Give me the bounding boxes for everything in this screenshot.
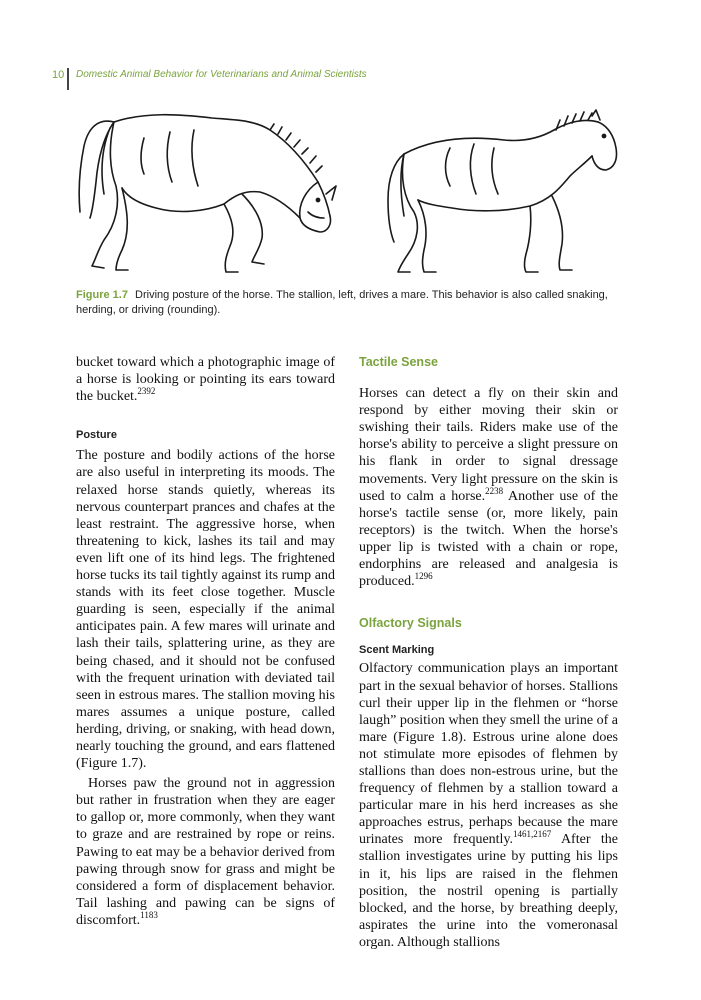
posture-paragraph-2-text: Horses paw the ground not in aggression but rather in frustration when they are eager to gallop or, more commonly, when they want to graze and are restrained by rope or reins. Pawing to eat may be a behavior derived from pawing through snow for grass and might be considered a form of displacement behavior. Tail lashing and pawing can be signs of discomfort. xyxy=(76,776,335,928)
right-column xyxy=(359,354,618,951)
intro-text: bucket toward which a photographic image of a horse is looking or pointing its ears toward the bucket. xyxy=(76,355,335,405)
tactile-paragraph xyxy=(359,385,618,590)
intro-paragraph xyxy=(76,354,335,405)
olfactory-paragraph xyxy=(359,660,618,951)
scent-marking-heading: Scent Marking xyxy=(359,644,435,657)
posture-heading: Posture xyxy=(76,429,117,442)
mare-illustration xyxy=(388,110,617,272)
figure-caption xyxy=(76,288,636,318)
book-title: Domestic Animal Behavior for Veterinarians and Animal Scientists xyxy=(76,69,367,80)
posture-paragraph-1: The posture and bodily actions of the horse are also useful in interpreting its moods. The relaxed horse stands quietly, whereas its nervous counterpart prances and chafes at the least restraint. The aggressive horse, when threatening to kick, lashes its tail and may even lift one of its hind legs. The frightened horse tucks its tail tightly against its rump and stands with its feet close together. Muscle guarding is seen, especially if the animal anticipates pain. A few mares will urinate and lash their tails, splattering urine, as they are being chased, and it should not be confused with the frequent urination with deviated tail seen in estrous mares. The stallion moving his mares assumes a unique posture, called herding, driving, or snaking, with head down, nearly touching the ground, and ears flattened (Figure 1.7). xyxy=(76,448,335,772)
citation-ref: 1183 xyxy=(140,909,158,920)
left-column xyxy=(76,354,335,929)
figure-horses xyxy=(74,108,634,280)
citation-ref: 2392 xyxy=(137,386,156,397)
header-rule xyxy=(67,68,69,90)
figure-label: Figure 1.7 xyxy=(76,289,128,301)
olfactory-signals-heading: Olfactory Signals xyxy=(359,616,462,631)
stallion-illustration xyxy=(79,115,336,272)
posture-paragraph-2 xyxy=(76,775,335,929)
tactile-text-b: Another use of the horse's tactile sense (or, more likely, pain receptors) is the twitch. When the horse's upper lip is twisted with a chain or rope, endorphins are released and analgesia is produced. xyxy=(359,488,619,590)
page-number: 10 xyxy=(52,69,65,81)
olfactory-text-b: After the stallion investigates urine by putting his lips in it, his lips are raised in the flehmen position, the nostril opening is partially blocked, and the horse, by breathing deeply, aspirates the urine into the vomeronasal organ. Although stallions xyxy=(359,832,618,950)
citation-ref: 1461,2167 xyxy=(513,829,552,840)
citation-ref: 1296 xyxy=(414,571,433,582)
tactile-sense-heading: Tactile Sense xyxy=(359,355,438,369)
tactile-text-a: Horses can detect a fly on their skin and respond by either moving their skin or swishing their tails. Riders make use of the horse's ability to perceive a slight pressure on his flank in order to signal dressage movements. Very light pressure on the skin is used to calm a horse. xyxy=(359,386,618,504)
caption-text: Driving posture of the horse. The stallion, left, drives a mare. This behavior is also called snaking, herding, or driving (rounding). xyxy=(76,289,608,316)
olfactory-text-a: Olfactory communication plays an important part in the sexual behavior of horses. Stallions curl their upper lip in the flehmen or “horse laugh” position when they smell the urine of a mare (Figure 1.8). Estrous urine alone does not stimulate more episodes of flehmen by stallions than does non-estrous urine, but the frequency of flehmen by a stallion toward a particular mare in his herd increases as she approaches estrus, perhaps because the mare urinates more frequently. xyxy=(359,661,618,848)
citation-ref: 2238 xyxy=(485,485,504,496)
